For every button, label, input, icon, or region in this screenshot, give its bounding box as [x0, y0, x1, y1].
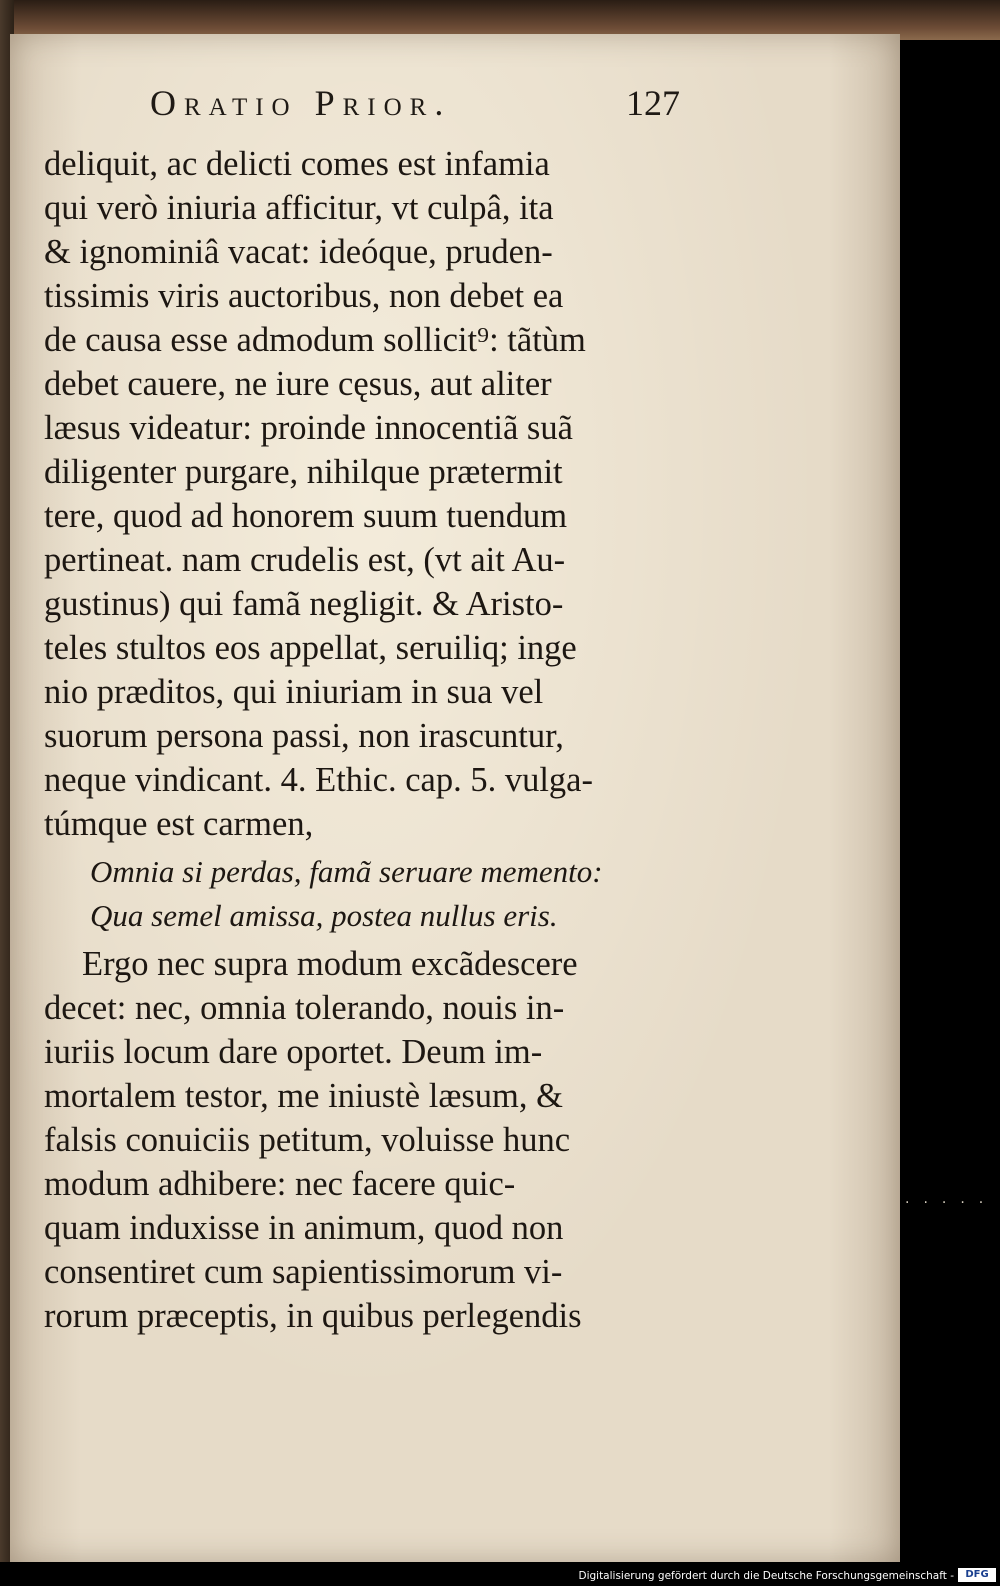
text-line: pertineat. nam crudelis est, (vt ait Au- [44, 541, 566, 579]
text-line: suorum persona passi, non irascuntur, [44, 717, 564, 755]
text-line: decet: nec, omnia tolerando, nouis in- [44, 989, 565, 1027]
text-line: gustinus) qui famã negligit. & Aristo- [44, 585, 564, 623]
scan-edge-dots: ····· [905, 1195, 998, 1211]
text-line: diligenter purgare, nihilque prætermit [44, 453, 563, 491]
text-line: consentiret cum sapientissimorum vi- [44, 1253, 563, 1291]
running-title: Oratio Prior. [150, 83, 452, 123]
text-line: de causa esse admodum sollicit⁹: tãtùm [44, 321, 586, 359]
text-line: teles stultos eos appellat, seruiliq; inge [44, 629, 577, 667]
text-line: læsus videatur: proinde innocentiã suã [44, 409, 573, 447]
text-line: tere, quod ad honorem suum tuendum [44, 497, 568, 535]
text-line: mortalem testor, me iniustè læsum, & [44, 1077, 563, 1115]
verse-line: Qua semel amissa, postea nullus eris. [90, 898, 558, 933]
text-line: tissimis viris auctoribus, non debet ea [44, 277, 564, 315]
text-line: neque vindicant. 4. Ethic. cap. 5. vulga- [44, 761, 593, 799]
text-line: qui verò iniuria afficitur, vt culpâ, ita [44, 189, 554, 227]
text-line: nio præditos, qui iniuriam in sua vel [44, 673, 544, 711]
text-line: & ignominiâ vacat: ideóque, pruden- [44, 233, 553, 271]
text-line: Ergo nec supra modum excãdescere [82, 945, 578, 983]
text-line: quam induxisse in animum, quod non [44, 1209, 564, 1247]
text-line: túmque est carmen, [44, 805, 314, 843]
dfg-logo: DFG [958, 1568, 996, 1582]
text-line: falsis conuiciis petitum, voluisse hunc [44, 1121, 571, 1159]
text-line: iuriis locum dare oportet. Deum im- [44, 1033, 543, 1071]
text-line: debet cauere, ne iure cęsus, aut aliter [44, 365, 552, 403]
verse-line: Omnia si perdas, famã seruare memento: [90, 854, 603, 889]
page-header [150, 82, 680, 132]
page-number: 127 [626, 83, 680, 123]
text-line: deliquit, ac delicti comes est infamia [44, 145, 550, 183]
text-line: rorum præceptis, in quibus perlegendis [44, 1297, 582, 1335]
funding-credit: Digitalisierung gefördert durch die Deutsche Forschungsgemeinschaft - [578, 1570, 954, 1582]
text-line: modum adhibere: nec facere quic- [44, 1165, 516, 1203]
